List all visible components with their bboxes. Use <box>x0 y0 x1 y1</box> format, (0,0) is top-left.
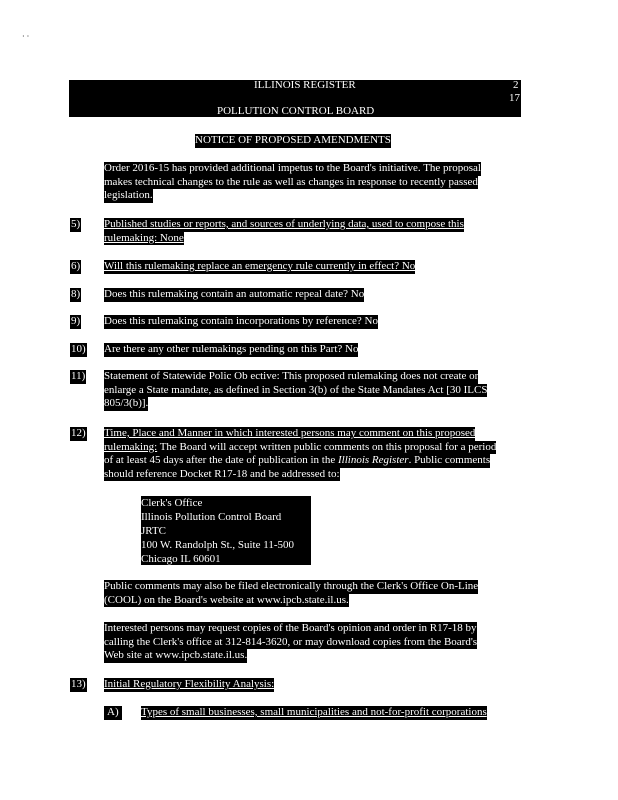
item-13-number: 13) <box>71 678 86 690</box>
item-10 <box>104 343 358 357</box>
page-number: 2 <box>513 79 519 91</box>
electronic-comments-line: Public comments may also be filed electronically through the Clerk's Office On-Line <box>104 580 479 592</box>
item-11-line: enlarge a State mandate, as defined in Section 3(b) of the State Mandates Act [30 ILCS <box>104 383 488 396</box>
item-12-number: 12) <box>71 427 86 439</box>
issue-number: 17 <box>509 92 520 104</box>
item-5-line: rulemaking: None <box>104 231 184 244</box>
item-6-text: Will this rulemaking replace an emergency rule currently in effect? No <box>104 260 416 272</box>
sub-item-a-label: A) <box>104 706 122 720</box>
illinois-register-italic: Illinois Register <box>337 454 409 466</box>
electronic-comments-paragraph <box>104 580 478 607</box>
item-10-text: Are there any other rulemakings pending on this Part? No <box>104 343 359 355</box>
item-8 <box>104 288 364 302</box>
address-line: Clerk's Office <box>141 497 203 509</box>
item-6-number: 6) <box>71 260 81 272</box>
sub-item-a-text: Types of small businesses, small municipalities and not-for-profit corporations <box>141 706 487 718</box>
intro-line: makes technical changes to the rule as well as changes in response to recently passed <box>104 175 478 188</box>
item-13-text: Initial Regulatory Flexibility Analysis: <box>104 678 275 690</box>
item-12-line: The Board will accept written public comments on this proposal for a period <box>157 440 497 453</box>
item-11-number: 11) <box>71 370 86 382</box>
item-9 <box>104 315 378 329</box>
item-11-line: 805/3(b)]. <box>104 397 149 409</box>
item-8-number: 8) <box>71 288 81 300</box>
intro-line: Order 2016-15 has provided additional impetus to the Board's initiative. The proposal <box>104 162 481 174</box>
address-line: JRTC <box>141 525 167 537</box>
item-8-text: Does this rulemaking contain an automatic repeal date? No <box>104 288 365 300</box>
clerk-address-block <box>141 496 311 565</box>
item-12-line: of at least 45 days after the date of publication in the <box>104 454 338 466</box>
intro-line: legislation. <box>104 189 153 201</box>
item-9-text: Does this rulemaking contain incorporations by reference? No <box>104 315 378 327</box>
item-6 <box>104 260 415 274</box>
item-11 <box>104 370 487 411</box>
register-header-bar <box>69 80 521 92</box>
copies-line: calling the Clerk's office at 312-814-3620, or may download copies from the Board's <box>104 635 478 648</box>
item-12-heading-end: rulemaking: <box>104 440 158 453</box>
register-title: ILLINOIS REGISTER <box>254 79 356 91</box>
item-10-number: 10) <box>71 343 86 355</box>
notice-title: NOTICE OF PROPOSED AMENDMENTS <box>195 134 391 146</box>
item-12-line: should reference Docket R17-18 and be addressed to: <box>104 467 340 480</box>
scan-marks: · · <box>22 32 30 41</box>
board-name: POLLUTION CONTROL BOARD <box>217 105 375 117</box>
copies-line: Interested persons may request copies of the Board's opinion and order in R17-18 by <box>104 622 477 634</box>
item-12-line: . Public comments <box>408 454 491 466</box>
item-12-line: Time, Place and Manner in which interested persons may comment on this proposed <box>104 427 476 439</box>
intro-paragraph <box>104 162 481 203</box>
address-line: 100 W. Randolph St., Suite 11-500 <box>141 539 294 551</box>
item-5-number: 5) <box>71 218 81 230</box>
board-header-bar <box>69 92 521 117</box>
copies-line: Web site at www.ipcb.state.il.us. <box>104 649 248 661</box>
item-5-line: Published studies or reports, and sources of underlying data, used to compose this <box>104 218 464 230</box>
item-9-number: 9) <box>71 315 81 327</box>
item-11-line: Statement of Statewide Polic Ob ective: This proposed rulemaking does not create or <box>104 370 479 382</box>
item-12 <box>104 427 496 481</box>
item-5 <box>104 218 464 245</box>
electronic-comments-line: (COOL) on the Board's website at www.ipcb.state.il.us. <box>104 593 349 606</box>
item-13 <box>104 678 274 692</box>
address-line: Chicago IL 60601 <box>141 553 221 565</box>
copies-paragraph <box>104 622 477 663</box>
address-line: Illinois Pollution Control Board <box>141 511 282 523</box>
